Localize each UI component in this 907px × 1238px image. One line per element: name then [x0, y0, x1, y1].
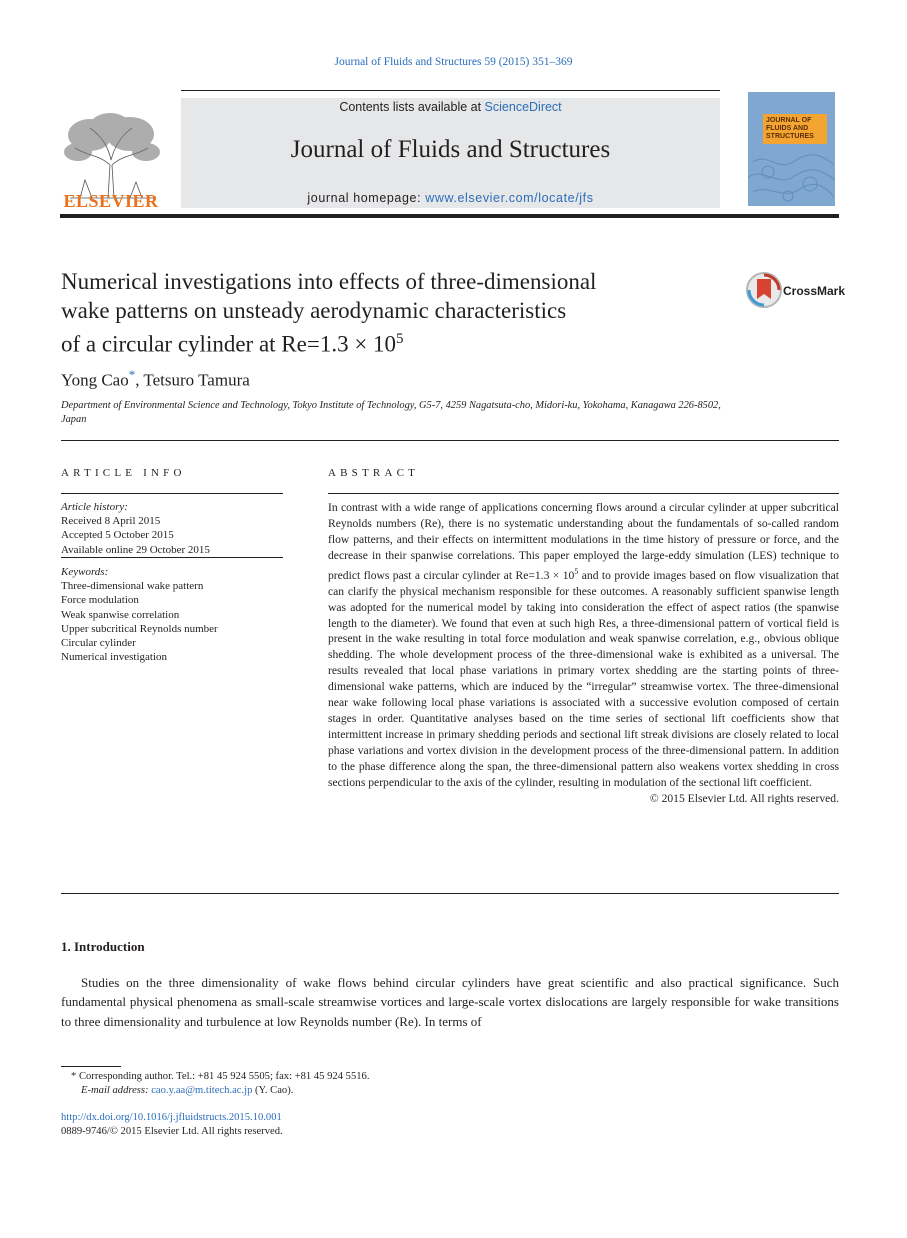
corresponding-author-note: [61, 1070, 839, 1084]
abstract-copyright: © 2015 Elsevier Ltd. All rights reserved.: [649, 792, 839, 806]
corresponding-author-text: Corresponding author. Tel.: +81 45 924 5505; fax: +81 45 924 5516.: [76, 1071, 370, 1082]
elsevier-wordmark: ELSEVIER: [63, 191, 159, 211]
journal-homepage-link[interactable]: www.elsevier.com/locate/jfs: [425, 191, 594, 205]
issn-copyright: 0889-9746/© 2015 Elsevier Ltd. All rights reserved.: [61, 1126, 283, 1137]
abstract-exponent: 5: [574, 566, 579, 576]
title-exponent: 5: [396, 331, 404, 347]
title-line-2: wake patterns on unsteady aerodynamic characteristics: [61, 298, 567, 323]
masthead-top-rule: [181, 90, 720, 91]
author-1: Yong Cao: [61, 370, 129, 390]
journal-cover-thumbnail[interactable]: [748, 92, 835, 206]
contents-line: [181, 100, 720, 114]
history-accepted: Accepted 5 October 2015: [61, 529, 174, 542]
keyword-item: Upper subcritical Reynolds number: [61, 622, 218, 635]
journal-citation-link[interactable]: Journal of Fluids and Structures 59 (2015) 351–369: [334, 56, 573, 68]
journal-name: Journal of Fluids and Structures: [290, 136, 611, 163]
affiliation-rule: [61, 440, 839, 441]
title-line-1: Numerical investigations into effects of three-dimensional: [61, 269, 597, 294]
abstract-text-part-1: In contrast with a wide range of applications concerning flows around a circular cylinder at upper subcritical Reynolds numbers (Re), there is no systematic understanding about the fundamentals of so-called random flow patterns, and their effects on intermittent modulations in the time history of pressure or force, and the decrease in their spanwise correlations. This paper employed the large-eddy simulation (LES) technique to predict flows past a circular cylinder at Re=1.3 × 10: [328, 501, 839, 582]
author-separator: ,: [135, 370, 144, 390]
email-note: [61, 1084, 839, 1098]
crossmark-label[interactable]: CrossMark: [783, 284, 846, 298]
sciencedirect-link[interactable]: ScienceDirect: [484, 100, 562, 114]
abstract-text-part-2: and to provide images based on flow visualization that can clarify the physical mechanism responsible for these outcomes. A reasonably sufficient spanwise length was adopted for the numerical model by taking into consideration the effect of aspect ratios (the spanwise length to the diameter). We found that even at such high Res, a three-dimensional pattern of vortical field is present in the wake resulting in total force modulation and weak spanwise correlation, e.g., obvious oblique shedding. The whole development process of the three-dimensional wake is exhibited as a universal. The results revealed that local phase variations in primary vortex shedding are the starting points of three-dimensional wake patterns, which are induced by the “irregular” streamwise vortex. The three-dimensional near wake following local phase variations is associated with a successive evolution composed of certain stages in order. Quantitative analyses based on the time series of sectional lift coefficients show that intermittent increase in primary shedding periods and sectional lift streak divisions are closely related to local phase variations and vortex division in the development process of the three-dimensional pattern. In addition to the phase difference along the span, the three-dimensional pattern also weakens vortex shedding in cross sections perpendicular to the axis of the cylinder, resulting in modulation of the sectional lift coefficient.: [328, 568, 839, 790]
keyword-item: Numerical investigation: [61, 651, 167, 664]
keywords-label: Keywords:: [61, 566, 109, 578]
email-link[interactable]: cao.y.aa@m.titech.ac.jp: [151, 1085, 253, 1096]
cover-title: JOURNAL OF FLUIDS AND STRUCTURES: [763, 114, 827, 144]
introduction-paragraph: Studies on the three dimensionality of wake flows behind circular cylinders have great scientific and also practical significance. Such fundamental physical phenomena as small-scale streamwise vortices and large-scale vortex dislocations are largely responsible for wake transitions to three dimensionality and turbulence at low Reynolds number (Re). In terms of: [61, 975, 839, 1029]
corresponding-author-mark[interactable]: *: [128, 367, 136, 382]
email-label: E-mail address:: [81, 1085, 152, 1096]
article-title: [61, 267, 721, 359]
homepage-prefix: journal homepage:: [307, 191, 426, 205]
keyword-item: Circular cylinder: [61, 637, 136, 650]
affiliation: Department of Environmental Science and Technology, Tokyo Institute of Technology, G5-7, 4259 Nagatsuta-cho, Midori-ku, Yokohama, Kanagawa 226-8502, Japan: [61, 400, 721, 425]
crossmark-icon[interactable]: [745, 270, 783, 310]
author-2: Tetsuro Tamura: [143, 370, 250, 390]
keyword-item: Weak spanwise correlation: [61, 608, 180, 621]
footnote-rule: [61, 1066, 121, 1067]
article-info-heading: ARTICLE INFO: [61, 467, 186, 479]
footnote-mark: *: [71, 1071, 77, 1082]
keyword-item: Three-dimensional wake pattern: [61, 580, 204, 593]
article-history: [61, 500, 283, 557]
title-line-3-text: of a circular cylinder at Re=1.3 × 10: [61, 331, 397, 357]
history-online: Available online 29 October 2015: [61, 543, 210, 556]
article-info-rule: [61, 493, 283, 494]
email-suffix: (Y. Cao).: [252, 1085, 294, 1096]
abstract-text: [328, 500, 839, 807]
keywords-list: [61, 565, 283, 664]
history-rule: [61, 557, 283, 558]
history-label: Article history:: [61, 501, 128, 513]
header-thick-rule: [60, 214, 839, 218]
abstract-bottom-rule: [61, 893, 839, 894]
doi-link[interactable]: http://dx.doi.org/10.1016/j.jfluidstructs.2015.10.001: [61, 1112, 282, 1123]
contents-prefix: Contents lists available at: [339, 100, 485, 114]
history-received: Received 8 April 2015: [61, 515, 161, 528]
journal-homepage-line: [181, 191, 720, 205]
cover-pattern: [748, 92, 835, 206]
introduction-heading: 1. Introduction: [61, 939, 145, 954]
footnote: [61, 1070, 839, 1098]
authors-line: [61, 367, 250, 391]
title-line-3: [61, 325, 721, 359]
abstract-heading: ABSTRACT: [328, 467, 420, 479]
keyword-item: Force modulation: [61, 594, 139, 607]
abstract-rule: [328, 493, 839, 494]
